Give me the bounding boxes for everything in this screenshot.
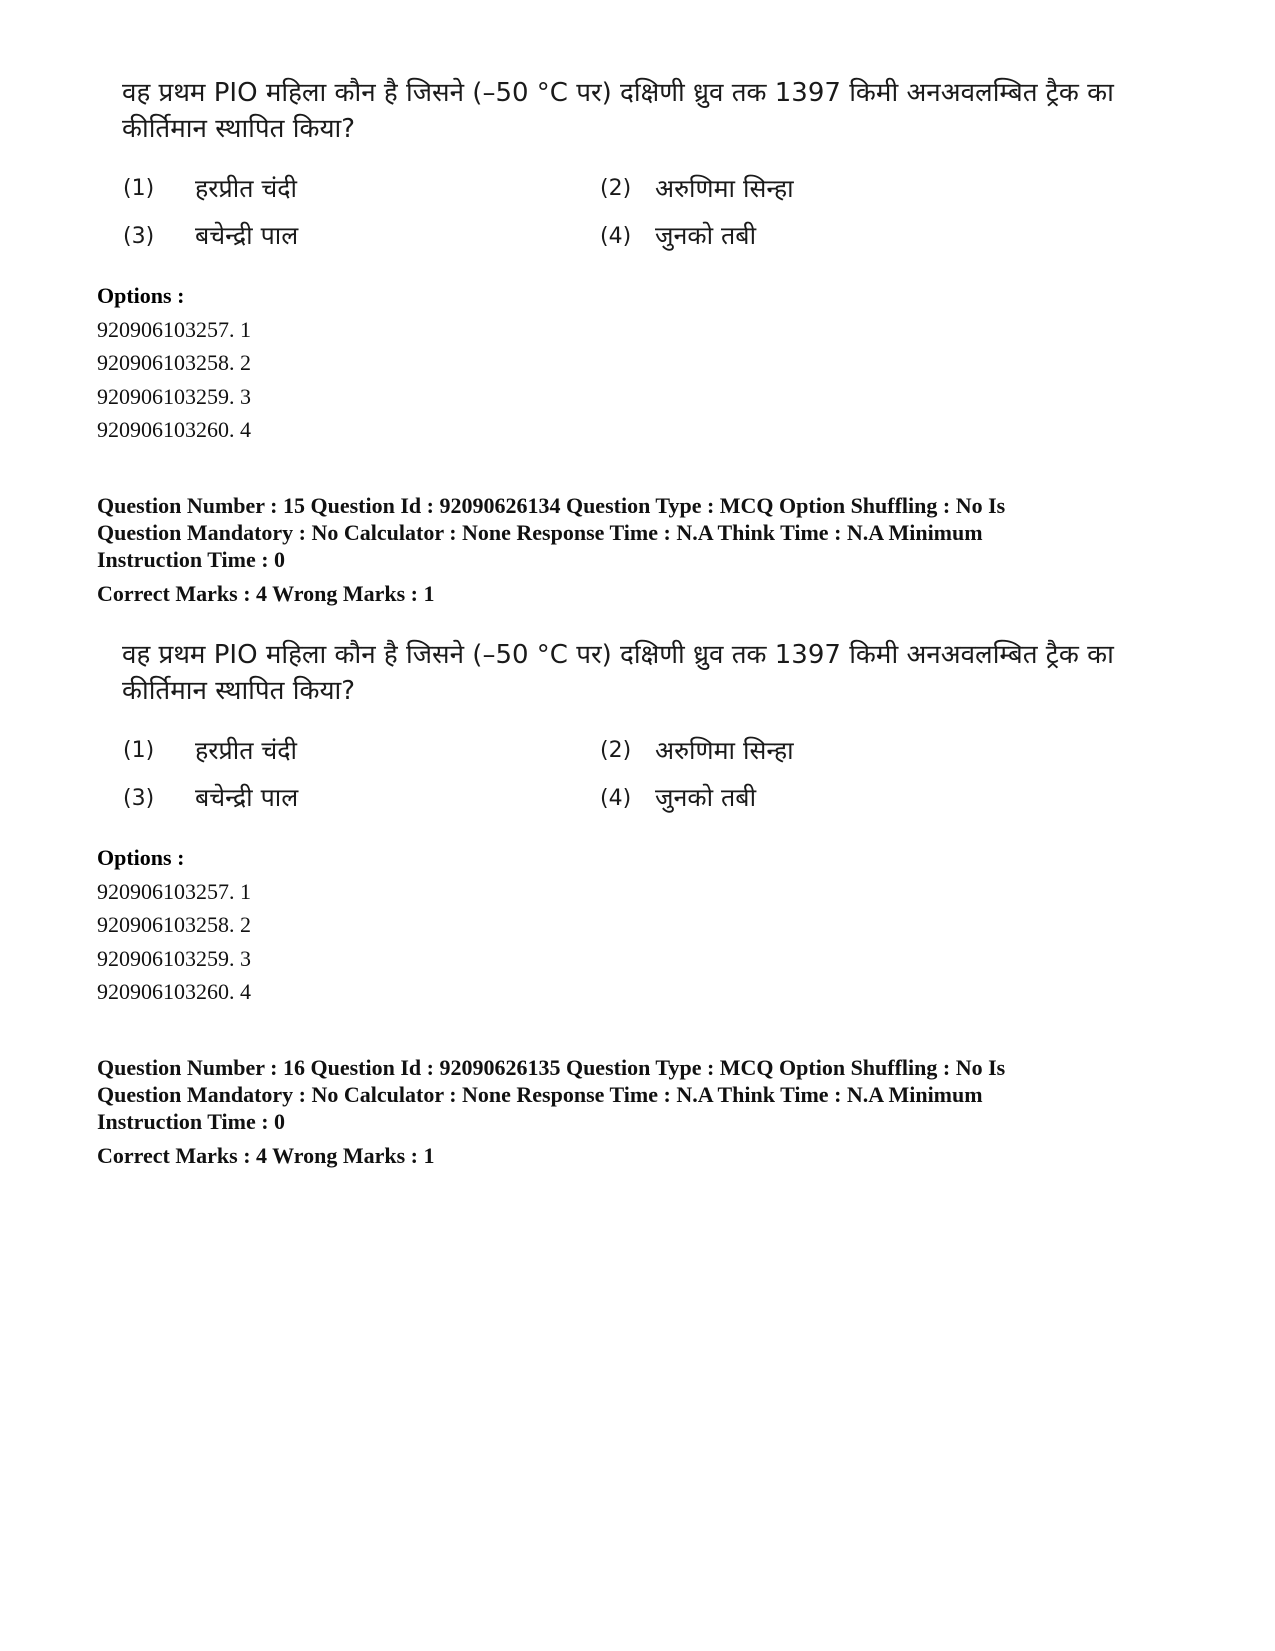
- question-meta-line-1: Question Number : 15 Question Id : 92090626134 Question Type : MCQ Option Shuffling : No Is: [97, 493, 1006, 518]
- choice-number: (1): [123, 738, 155, 763]
- options-heading: Options :: [97, 283, 185, 308]
- option-id: 920906103259. 3: [97, 384, 251, 409]
- choice-number: (3): [123, 786, 155, 811]
- choice-text: अरुणिमा सिन्हा: [655, 174, 794, 203]
- option-id: 920906103258. 2: [97, 912, 251, 937]
- choice-text: अरुणिमा सिन्हा: [655, 736, 794, 765]
- question-text-line-1: वह प्रथम PIO महिला कौन है जिसने (–50 °C पर) दक्षिणी ध्रुव तक 1397 किमी अनअवलम्बित ट्रैक का: [122, 78, 1114, 108]
- option-id: 920906103260. 4: [97, 417, 251, 442]
- choice-text: जुनको तबी: [655, 221, 757, 250]
- choice-number: (3): [123, 224, 155, 249]
- question-meta-line-2: Question Mandatory : No Calculator : None Response Time : N.A Think Time : N.A Minimum: [97, 1082, 983, 1107]
- choice-number: (1): [123, 176, 155, 201]
- choice-text: हरप्रीत चंदी: [195, 174, 298, 203]
- option-id: 920906103258. 2: [97, 350, 251, 375]
- choice-number: (4): [600, 786, 632, 811]
- choice-text: बचेन्द्री पाल: [195, 783, 299, 812]
- options-heading: Options :: [97, 845, 185, 870]
- question-meta-line-2: Question Mandatory : No Calculator : None Response Time : N.A Think Time : N.A Minimum: [97, 520, 983, 545]
- option-id: 920906103259. 3: [97, 946, 251, 971]
- question-meta-line-3: Instruction Time : 0: [97, 1109, 286, 1134]
- marks-line: Correct Marks : 4 Wrong Marks : 1: [97, 581, 435, 606]
- question-meta-line-1: Question Number : 16 Question Id : 92090626135 Question Type : MCQ Option Shuffling : No Is: [97, 1055, 1006, 1080]
- choice-number: (4): [600, 224, 632, 249]
- question-text-line-1: वह प्रथम PIO महिला कौन है जिसने (–50 °C पर) दक्षिणी ध्रुव तक 1397 किमी अनअवलम्बित ट्रैक का: [122, 640, 1114, 670]
- question-meta-line-3: Instruction Time : 0: [97, 547, 286, 572]
- question-text-line-2: कीर्तिमान स्थापित किया?: [122, 114, 356, 144]
- option-id: 920906103260. 4: [97, 979, 251, 1004]
- option-id: 920906103257. 1: [97, 879, 251, 904]
- marks-line: Correct Marks : 4 Wrong Marks : 1: [97, 1143, 435, 1168]
- choice-text: जुनको तबी: [655, 783, 757, 812]
- choice-number: (2): [600, 738, 632, 763]
- question-text-line-2: कीर्तिमान स्थापित किया?: [122, 676, 356, 706]
- choice-number: (2): [600, 176, 632, 201]
- choice-text: बचेन्द्री पाल: [195, 221, 299, 250]
- option-id: 920906103257. 1: [97, 317, 251, 342]
- choice-text: हरप्रीत चंदी: [195, 736, 298, 765]
